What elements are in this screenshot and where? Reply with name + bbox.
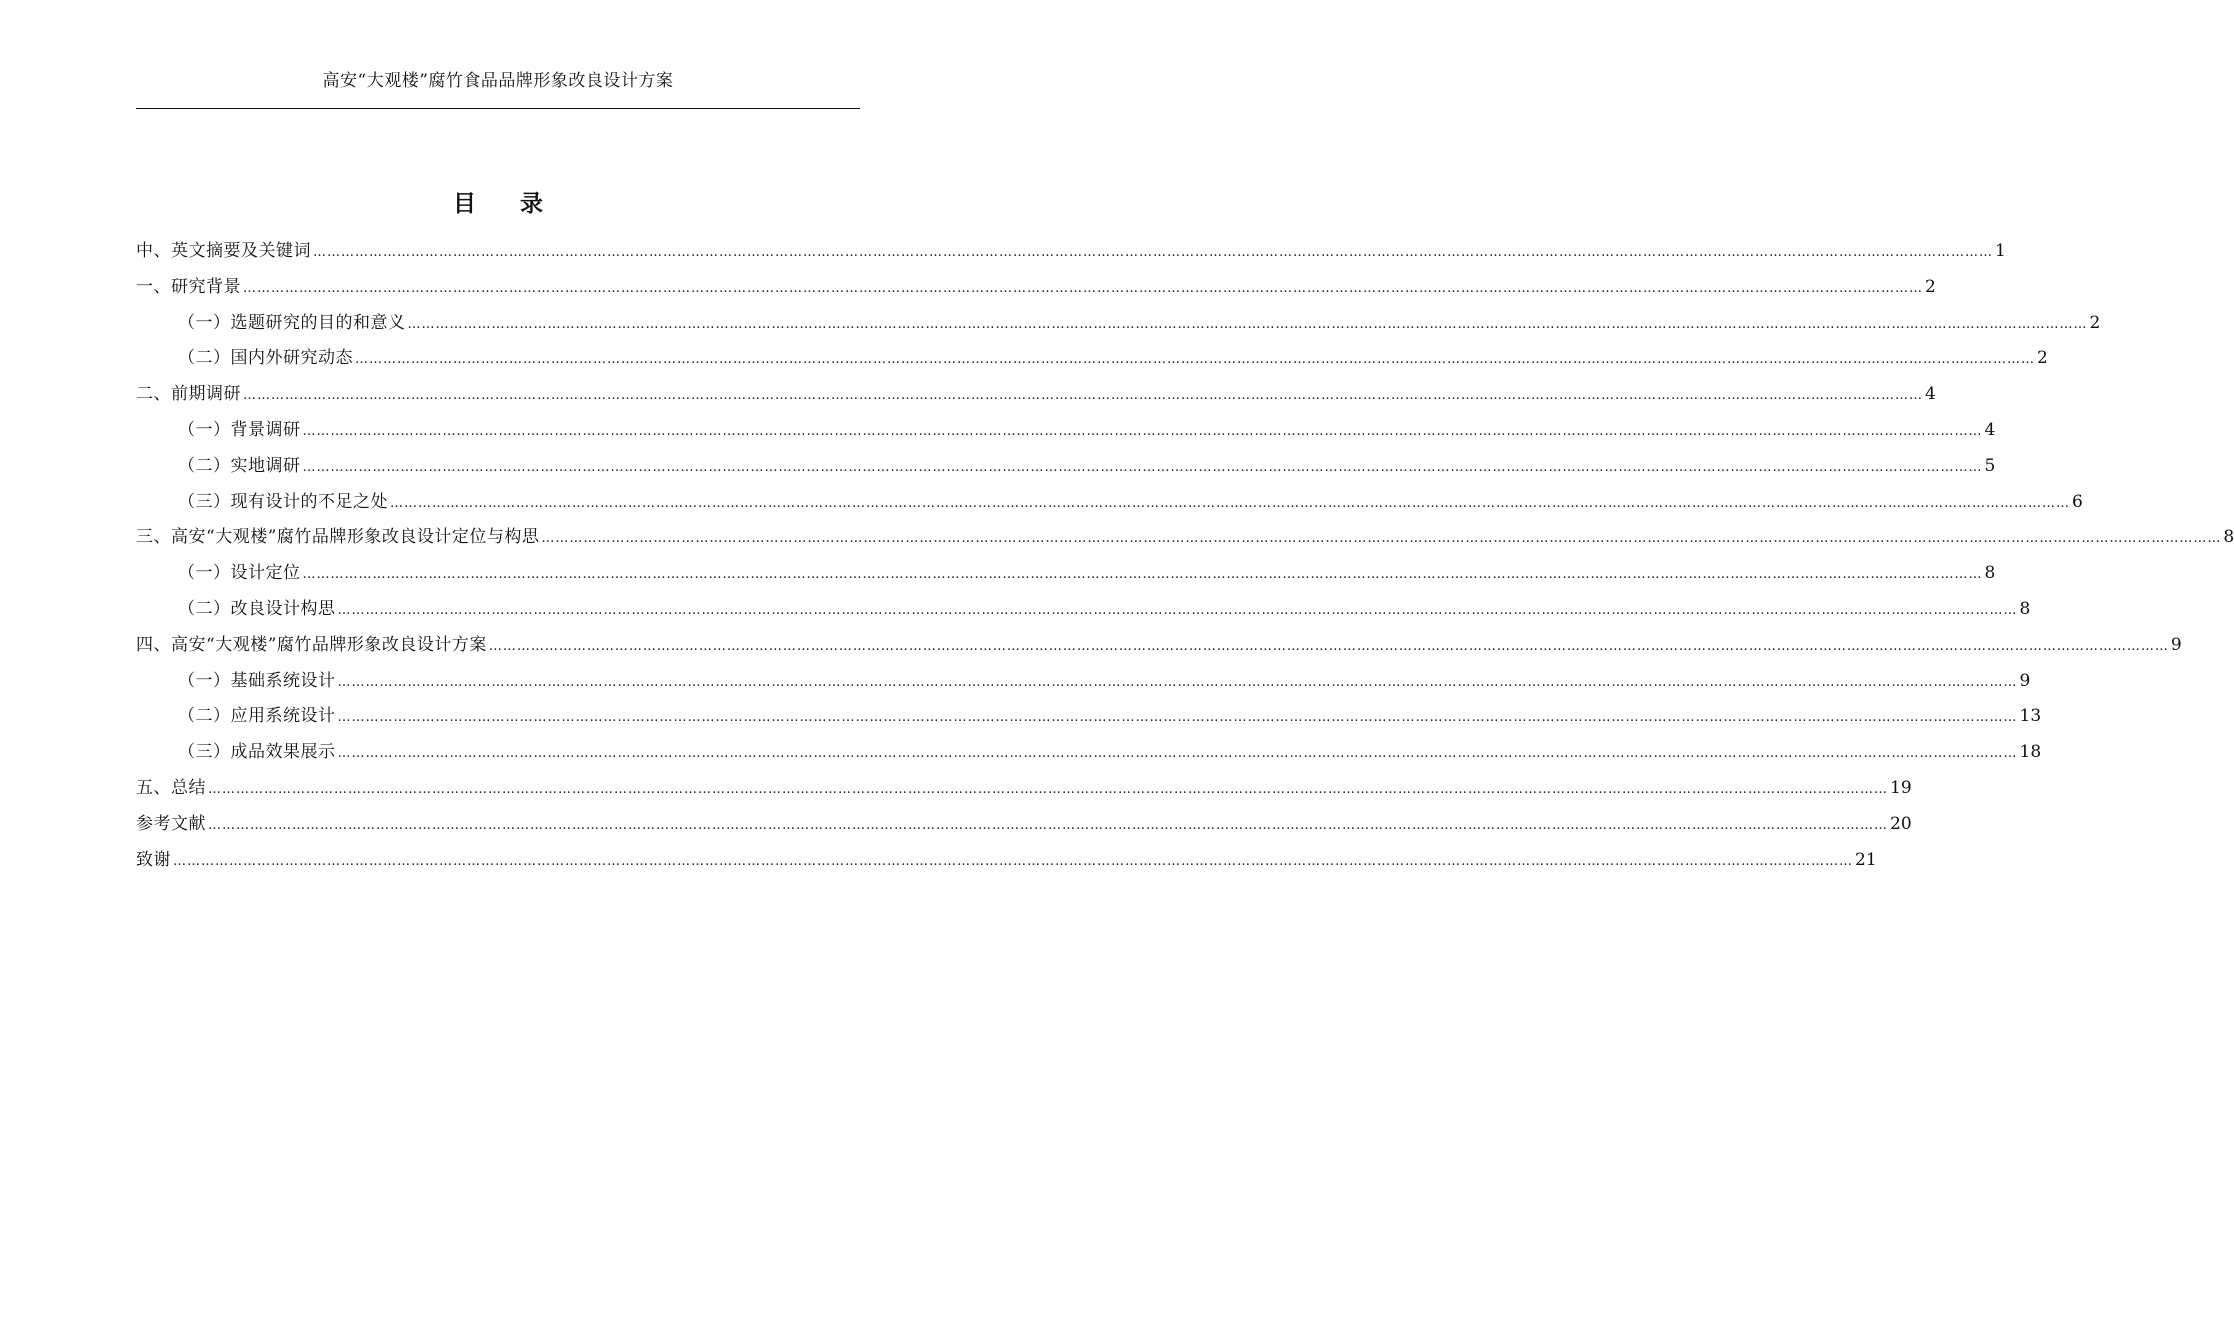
- toc-entry-label: 参考文献: [136, 813, 206, 834]
- toc-entry-label: （二）国内外研究动态: [178, 348, 353, 369]
- header-rule: [136, 108, 860, 109]
- dot-leader: ………………………………………………………………………………………………………………………………………………………………………………………………………………………………………………………………………………………………………………………………: [488, 638, 2169, 654]
- dot-leader: ………………………………………………………………………………………………………………………………………………………………………………………………………………………………………………………………………………………………………………………………: [243, 280, 1923, 296]
- toc-entry[interactable]: [136, 560, 1996, 596]
- toc-entry[interactable]: [136, 668, 2031, 704]
- toc-entry[interactable]: [136, 847, 1877, 883]
- toc-entry[interactable]: [136, 310, 2101, 346]
- toc-entry[interactable]: [136, 238, 2006, 274]
- toc-entry[interactable]: [136, 453, 1996, 489]
- running-header: 高安“大观楼”腐竹食品品牌形象改良设计方案: [322, 71, 674, 91]
- dot-leader: ………………………………………………………………………………………………………………………………………………………………………………………………………………………………………………………………………………………………………………………………: [337, 674, 2018, 690]
- toc-entry-page-number: 9: [2019, 670, 2031, 691]
- toc-entry-label: （一）基础系统设计: [178, 670, 336, 691]
- dot-leader: ………………………………………………………………………………………………………………………………………………………………………………………………………………………………………………………………………………………………………………………………: [407, 316, 2088, 332]
- toc-entry-label: （二）改良设计构思: [178, 598, 336, 619]
- toc-entry-label: 中、英文摘要及关键词: [136, 241, 311, 261]
- dot-leader: ………………………………………………………………………………………………………………………………………………………………………………………………………………………………………………………………………………………………………………………………: [313, 245, 1993, 260]
- toc-title: 目录: [453, 190, 587, 217]
- toc-entry[interactable]: [136, 703, 2042, 739]
- toc-entry-page-number: 8: [2223, 527, 2234, 548]
- dot-leader: ………………………………………………………………………………………………………………………………………………………………………………………………………………………………………………………………………………………………………………………………: [208, 781, 1888, 797]
- toc-entry-page-number: 13: [2019, 706, 2042, 727]
- toc-entry-page-number: 8: [2019, 598, 2031, 619]
- toc-entry[interactable]: [136, 811, 1912, 847]
- toc-entry-page-number: 4: [1925, 384, 1936, 405]
- dot-leader: ………………………………………………………………………………………………………………………………………………………………………………………………………………………………………………………………………………………………………………………………: [302, 459, 1983, 475]
- toc-entry-page-number: 8: [1984, 563, 1996, 584]
- toc-entry-page-number: 4: [1984, 419, 1996, 440]
- toc-entry[interactable]: [136, 596, 2031, 632]
- toc-entry-page-number: 9: [2170, 634, 2182, 655]
- dot-leader: ………………………………………………………………………………………………………………………………………………………………………………………………………………………………………………………………………………………………………………………………: [390, 495, 2070, 511]
- toc-entry[interactable]: [136, 489, 2083, 525]
- dot-leader: ………………………………………………………………………………………………………………………………………………………………………………………………………………………………………………………………………………………………………………………………: [337, 710, 2018, 726]
- dot-leader: ………………………………………………………………………………………………………………………………………………………………………………………………………………………………………………………………………………………………………………………………: [355, 352, 2035, 368]
- dot-leader: ………………………………………………………………………………………………………………………………………………………………………………………………………………………………………………………………………………………………………………………………: [302, 567, 1983, 583]
- toc-entry-page-number: 21: [1855, 849, 1877, 870]
- toc-entry-page-number: 1: [1995, 241, 2006, 261]
- toc-entry-page-number: 5: [1984, 455, 1996, 476]
- toc-entry-page-number: 2: [2037, 348, 2048, 369]
- dot-leader: ………………………………………………………………………………………………………………………………………………………………………………………………………………………………………………………………………………………………………………………………: [173, 853, 1853, 869]
- toc-entry-label: （二）实地调研: [178, 455, 301, 476]
- toc-entry[interactable]: [136, 345, 2048, 381]
- toc-entry[interactable]: [136, 381, 1936, 417]
- toc-entry-page-number: 20: [1890, 813, 1912, 834]
- toc-entry-page-number: 18: [2019, 742, 2042, 763]
- toc-entry[interactable]: [136, 417, 1996, 453]
- dot-leader: ………………………………………………………………………………………………………………………………………………………………………………………………………………………………………………………………………………………………………………………………: [337, 746, 2018, 762]
- toc-entry[interactable]: [136, 274, 1936, 310]
- dot-leader: ………………………………………………………………………………………………………………………………………………………………………………………………………………………………………………………………………………………………………………………………: [337, 602, 2018, 618]
- toc-entry-page-number: 2: [2089, 312, 2101, 333]
- toc-entry-label: 一、研究背景: [136, 276, 241, 297]
- toc-entry-label: （一）设计定位: [178, 563, 301, 584]
- toc-entry-label: （三）成品效果展示: [178, 742, 336, 763]
- toc-entry-label: 三、高安“大观楼”腐竹品牌形象改良设计定位与构思: [136, 527, 540, 548]
- table-of-contents: [136, 238, 2234, 882]
- toc-entry[interactable]: [136, 524, 2234, 560]
- toc-entry[interactable]: [136, 739, 2042, 775]
- toc-entry-label: （一）背景调研: [178, 419, 301, 440]
- toc-entry-label: 致谢: [136, 849, 171, 870]
- toc-entry-label: 五、总结: [136, 777, 206, 798]
- toc-entry-label: 二、前期调研: [136, 384, 241, 405]
- dot-leader: ………………………………………………………………………………………………………………………………………………………………………………………………………………………………………………………………………………………………………………………………: [302, 423, 1983, 439]
- toc-entry-label: （三）现有设计的不足之处: [178, 491, 388, 512]
- toc-entry-label: （二）应用系统设计: [178, 706, 336, 727]
- toc-entry[interactable]: [136, 775, 1912, 811]
- toc-entry-label: （一）选题研究的目的和意义: [178, 312, 406, 333]
- toc-entry-label: 四、高安“大观楼”腐竹品牌形象改良设计方案: [136, 634, 487, 655]
- toc-entry-page-number: 2: [1925, 276, 1936, 297]
- toc-entry[interactable]: [136, 632, 2182, 668]
- dot-leader: ………………………………………………………………………………………………………………………………………………………………………………………………………………………………………………………………………………………………………………………………: [243, 388, 1923, 404]
- dot-leader: ………………………………………………………………………………………………………………………………………………………………………………………………………………………………………………………………………………………………………………………………: [541, 531, 2222, 547]
- toc-entry-page-number: 19: [1890, 777, 1912, 798]
- toc-entry-page-number: 6: [2072, 491, 2083, 512]
- dot-leader: ………………………………………………………………………………………………………………………………………………………………………………………………………………………………………………………………………………………………………………………………: [208, 817, 1888, 833]
